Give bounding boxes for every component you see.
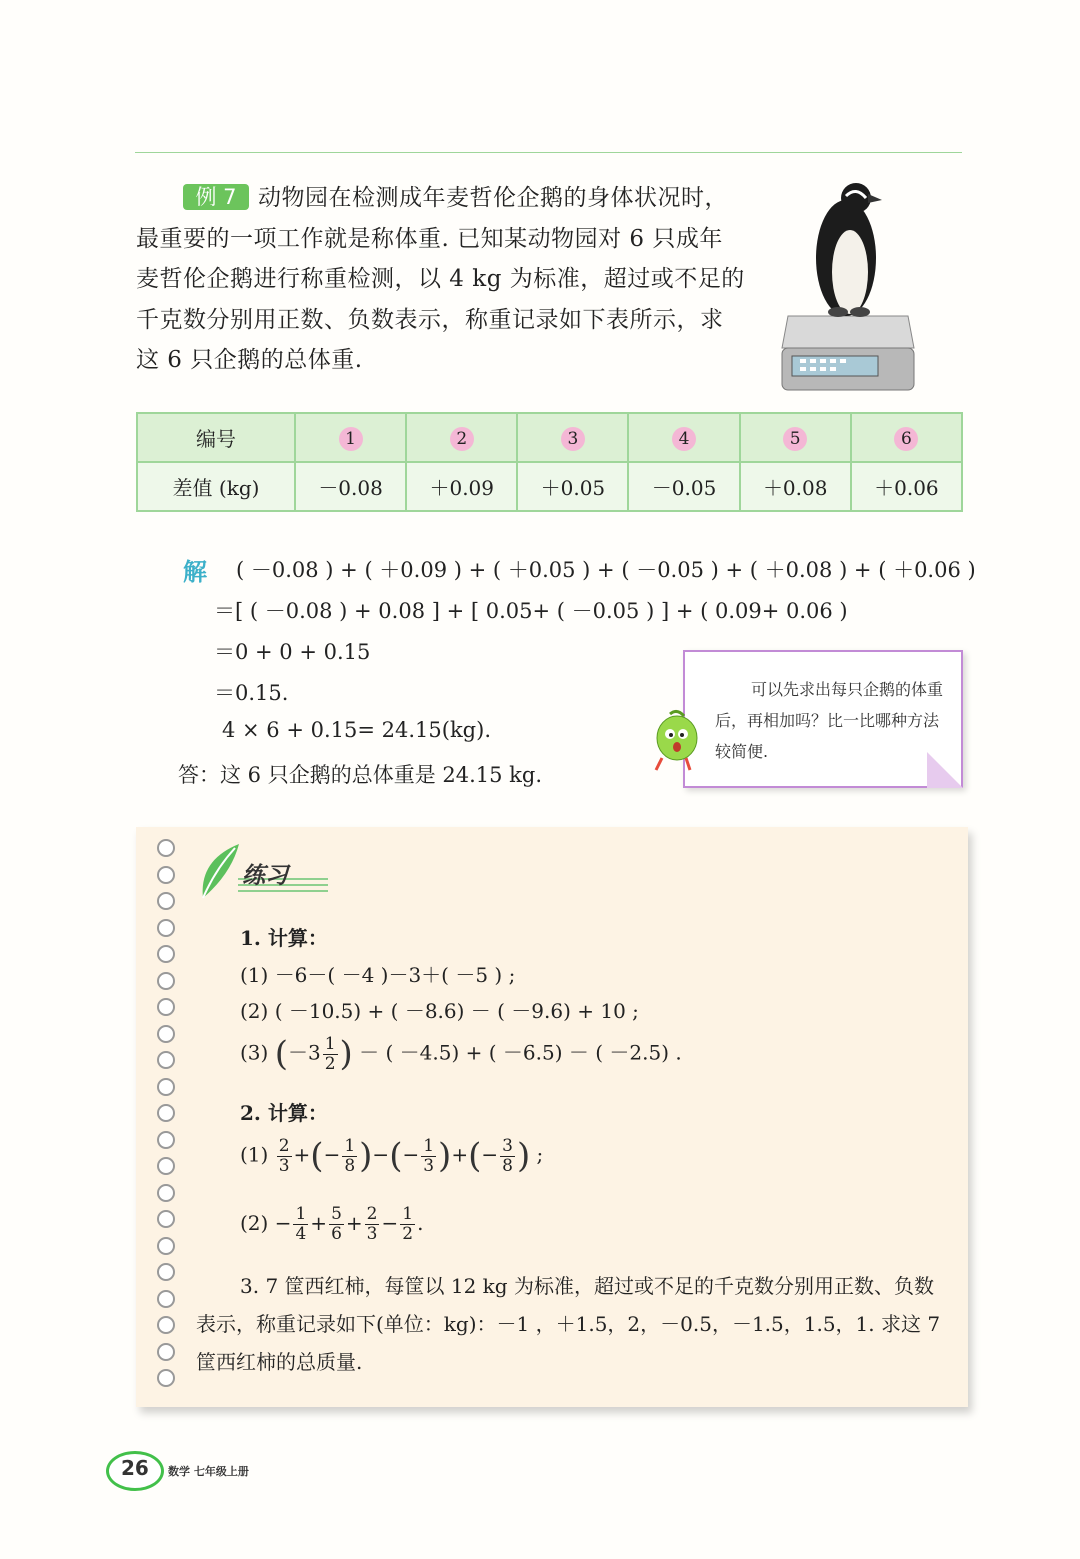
penguin-id-4: 4 [672, 427, 696, 451]
solution-line-1: ( －0.08 ) + ( ＋0.09 ) + ( ＋0.05 ) + ( －0.05 ) + ( ＋0.08 ) + ( ＋0.06 ) [236, 558, 976, 582]
question-2-label: 2. 计算： [240, 1101, 328, 1125]
page-number: 26 [121, 1456, 149, 1480]
solution-line-5: 4 × 6 + 0.15= 24.15(kg). [222, 718, 491, 742]
question-2-2: (2) − $\frac{1}{4}$ + $\frac{5}{6}$ + $\frac{2}{3}$ − $\frac{1}{2}$ . [240, 1204, 424, 1244]
notebook-ring [157, 1051, 175, 1069]
diff-value: ＋0.09 [406, 462, 517, 511]
example-problem-text: 动物园在检测成年麦哲伦企鹅的身体状况时，最重要的一项工作就是称体重. 已知某动物园对 6 只成年麦哲伦企鹅进行称重检测，以 4 kg 为标准，超过或不足的千克数分别用正数、负数表示，称重记录如下表所示，求这 6 只企鹅的总体重. [136, 185, 745, 373]
q1-3-prefix: (3) [240, 1040, 269, 1065]
fraction-denominator: 3 [278, 1155, 290, 1176]
tip-box [683, 650, 963, 788]
tip-page-fold [927, 752, 963, 788]
notebook-ring [157, 1237, 175, 1255]
answer-line: 答：这 6 只企鹅的总体重是 24.15 kg. [178, 763, 543, 787]
notebook-ring [157, 1078, 175, 1096]
q2-2-prefix: (2) [240, 1211, 269, 1235]
diff-value: ＋0.06 [851, 462, 962, 511]
book-title: 数学 七年级上册 [168, 1465, 249, 1478]
solution-line-3: ＝0 + 0 + 0.15 [214, 640, 371, 664]
q1-3-denominator: 2 [324, 1053, 336, 1074]
mascot-icon [650, 706, 700, 776]
q1-3-whole: －3 [287, 1040, 321, 1065]
notebook-ring [157, 998, 175, 1016]
solution-line-4: ＝0.15. [214, 681, 289, 705]
row-label-diff: 差值 (kg) [137, 462, 295, 511]
question-1-label: 1. 计算： [240, 926, 328, 950]
fraction-numerator: 1 [295, 1204, 307, 1224]
fraction-numerator: 1 [402, 1204, 414, 1224]
q2-1-prefix: (1) [240, 1142, 269, 1167]
notebook-ring [157, 919, 175, 937]
notebook-ring [157, 1025, 175, 1043]
diff-value: ＋0.05 [517, 462, 628, 511]
tip-text: 可以先求出每只企鹅的体重后，再相加吗？比一比哪种方法较简便. [715, 680, 944, 761]
notebook-ring [157, 1263, 175, 1281]
fraction-numerator: 1 [423, 1135, 435, 1156]
table-row-diff [137, 462, 962, 511]
notebook-ring [157, 866, 175, 884]
question-1-3: (3) (－3 $\frac{1}{2}$ ) － ( －4.5) + ( －6.5) － ( －2.5) . [240, 1033, 682, 1074]
weight-table [136, 412, 963, 512]
question-3: 3. 7 筐西红柿，每筐以 12 kg 为标准，超过或不足的千克数分别用正数、负数表示，称重记录如下(单位：kg)：－1 ，＋1.5，2，－0.5，－1.5，1.5，1. 求这 7 筐西红柿的总质量. [196, 1274, 941, 1374]
notebook-ring [157, 1316, 175, 1334]
penguin-id-1: 1 [339, 427, 363, 451]
notebook-ring [157, 1157, 175, 1175]
example-label: 例 7 [183, 184, 249, 210]
fraction-denominator: 8 [344, 1155, 356, 1176]
diff-value: －0.08 [295, 462, 406, 511]
fraction-denominator: 3 [423, 1155, 435, 1176]
q1-3-rest: － ( －4.5) + ( －6.5) － ( －2.5) . [359, 1040, 682, 1065]
question-1-2: (2) ( －10.5) + ( －8.6) － ( －9.6) + 10 ; [240, 999, 639, 1023]
penguin-id-5: 5 [783, 427, 807, 451]
question-1-1: (1) －6－( －4 )－3＋( －5 ) ; [240, 963, 516, 987]
penguin-id-2: 2 [450, 427, 474, 451]
fraction-denominator: 2 [402, 1224, 414, 1244]
notebook-ring [157, 1104, 175, 1122]
fraction-denominator: 4 [295, 1224, 307, 1244]
notebook-ring [157, 892, 175, 910]
diff-value: ＋0.08 [740, 462, 851, 511]
table-row-id [137, 413, 962, 462]
fraction-numerator: 1 [344, 1135, 356, 1156]
notebook-ring [157, 945, 175, 963]
notebook-ring [157, 1290, 175, 1308]
notebook-ring [157, 1210, 175, 1228]
fraction-numerator: 2 [366, 1204, 378, 1224]
solution-line-2: ＝[ ( －0.08 ) + 0.08 ] + [ 0.05+ ( －0.05 ) ] + ( 0.09+ 0.06 ) [214, 599, 848, 623]
penguin-id-6: 6 [894, 427, 918, 451]
top-rule [135, 152, 962, 153]
exercise-title: 练习 [242, 863, 288, 889]
penguin-id-3: 3 [561, 427, 585, 451]
fraction-denominator: 6 [331, 1224, 342, 1244]
question-2-1: (1) $\frac{2}{3}$ +(− $\frac{1}{8}$ )−(− $\frac{1}{3}$ )+(− $\frac{3}{8}$ ) ; [240, 1135, 544, 1176]
fraction-numerator: 5 [331, 1204, 342, 1224]
notebook-ring [157, 972, 175, 990]
notebook-ring [157, 1369, 175, 1387]
notebook-ring [157, 1343, 175, 1361]
notebook-ring [157, 1131, 175, 1149]
penguin-on-scale-illustration [776, 176, 916, 396]
notebook-ring [157, 1184, 175, 1202]
diff-value: －0.05 [628, 462, 739, 511]
solution-label: 解 [183, 558, 207, 586]
notebook-ring [157, 839, 175, 857]
q1-3-numerator: 1 [324, 1033, 336, 1054]
fraction-numerator: 2 [278, 1135, 290, 1156]
fraction-denominator: 8 [502, 1155, 513, 1176]
fraction-denominator: 3 [366, 1224, 378, 1244]
row-label-id: 编号 [137, 413, 295, 462]
fraction-numerator: 3 [502, 1135, 513, 1156]
leaf-icon [195, 840, 241, 900]
